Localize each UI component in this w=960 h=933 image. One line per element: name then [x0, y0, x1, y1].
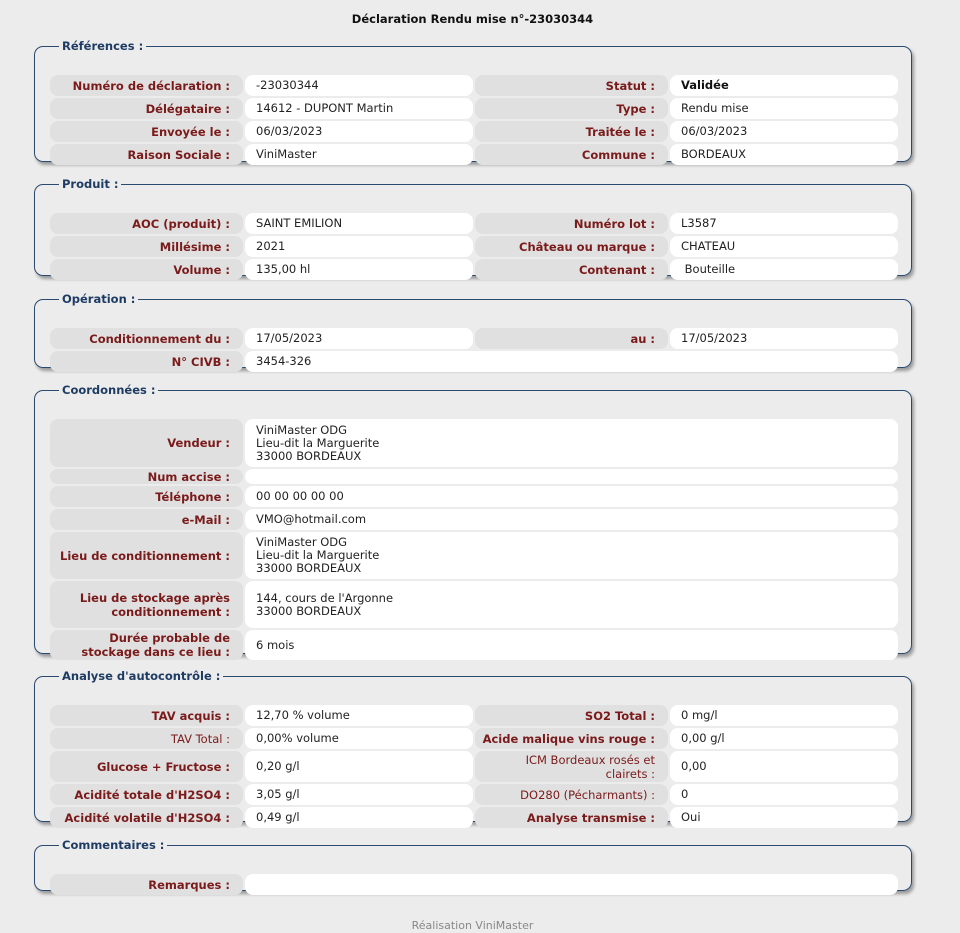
commentaires-legend: Commentaires : — [62, 838, 165, 852]
ref-row-envoyee — [50, 121, 897, 142]
value-millesime: 2021 — [245, 236, 473, 257]
label-numero-lot: Numéro lot : — [475, 213, 668, 234]
value-remarques — [245, 874, 898, 895]
value-delegataire: 14612 - DUPONT Martin — [245, 98, 473, 119]
value-aoc: SAINT EMILION — [245, 213, 473, 234]
coord-row-email — [50, 509, 897, 530]
label-acide-malique: Acide malique vins rouge : — [475, 728, 668, 749]
label-acidite-volatile: Acidité volatile d'H2SO4 : — [50, 807, 243, 828]
value-analyse-transmise: Oui — [670, 807, 898, 828]
operation-section — [34, 292, 912, 368]
label-envoyee: Envoyée le : — [50, 121, 243, 142]
value-type: Rendu mise — [670, 98, 898, 119]
label-lieu-stockage: Lieu de stockage après conditionnement : — [50, 581, 243, 628]
label-type: Type : — [475, 98, 668, 119]
label-millesime: Millésime : — [50, 236, 243, 257]
ref-row-raison — [50, 144, 897, 165]
value-lieu-conditionnement: ViniMaster ODG Lieu-dit la Marguerite 33000 BORDEAUX — [245, 532, 898, 579]
label-email: e-Mail : — [50, 509, 243, 530]
label-conditionnement-du: Conditionnement du : — [50, 328, 243, 349]
value-envoyee: 06/03/2023 — [245, 121, 473, 142]
label-au: au : — [475, 328, 668, 349]
commentaires-row-remarques — [50, 874, 897, 895]
label-telephone: Téléphone : — [50, 486, 243, 507]
label-volume: Volume : — [50, 259, 243, 280]
value-tav-total: 0,00% volume — [245, 728, 473, 749]
label-civb: N° CIVB : — [50, 351, 243, 372]
analyse-row-acidite-totale — [50, 784, 897, 805]
label-tav-total: TAV Total : — [50, 728, 243, 749]
label-glucose-fructose: Glucose + Fructose : — [50, 751, 243, 782]
label-tav-acquis: TAV acquis : — [50, 705, 243, 726]
value-telephone: 00 00 00 00 00 — [245, 486, 898, 507]
analyse-legend: Analyse d'autocontrôle : — [62, 669, 221, 683]
value-chateau: CHATEAU — [670, 236, 898, 257]
label-delegataire: Délégataire : — [50, 98, 243, 119]
label-statut: Statut : — [475, 75, 668, 96]
label-lieu-conditionnement: Lieu de conditionnement : — [50, 532, 243, 579]
page-title: Déclaration Rendu mise n°-23030344 — [351, 12, 594, 26]
coord-row-accise — [50, 469, 897, 484]
coord-row-lieu-conditionnement — [50, 532, 897, 579]
label-chateau: Château ou marque : — [475, 236, 668, 257]
value-vendeur: ViniMaster ODG Lieu-dit la Marguerite 33000 BORDEAUX — [245, 419, 898, 467]
analyse-row-glucose — [50, 751, 897, 782]
value-duree-stockage: 6 mois — [245, 630, 898, 660]
value-acidite-volatile: 0,49 g/l — [245, 807, 473, 828]
value-traitee: 06/03/2023 — [670, 121, 898, 142]
produit-legend: Produit : — [62, 177, 119, 191]
coord-row-vendeur — [50, 419, 897, 467]
coord-row-telephone — [50, 486, 897, 507]
analyse-row-tav-total — [50, 728, 897, 749]
analyse-row-acidite-volatile — [50, 807, 897, 828]
operation-legend: Opération : — [62, 292, 136, 306]
label-vendeur: Vendeur : — [50, 419, 243, 467]
analyse-section — [34, 669, 912, 825]
value-lieu-stockage: 144, cours de l'Argonne 33000 BORDEAUX — [245, 581, 898, 628]
value-tav-acquis: 12,70 % volume — [245, 705, 473, 726]
coordonnees-legend: Coordonnées : — [62, 383, 156, 397]
ref-row-numero — [50, 75, 897, 96]
ref-row-delegataire — [50, 98, 897, 119]
label-traitee: Traitée le : — [475, 121, 668, 142]
label-raison-sociale: Raison Sociale : — [50, 144, 243, 165]
analyse-row-tav-acquis — [50, 705, 897, 726]
value-acidite-totale: 3,05 g/l — [245, 784, 473, 805]
value-acide-malique: 0,00 g/l — [670, 728, 898, 749]
commentaires-section — [34, 838, 912, 891]
label-numero-declaration: Numéro de déclaration : — [50, 75, 243, 96]
coord-row-lieu-stockage — [50, 581, 897, 628]
value-raison-sociale: ViniMaster — [245, 144, 473, 165]
operation-row-conditionnement — [50, 328, 897, 349]
produit-row-millesime — [50, 236, 897, 257]
value-numero-declaration: -23030344 — [245, 75, 473, 96]
value-statut: Validée — [670, 75, 898, 96]
value-so2-total: 0 mg/l — [670, 705, 898, 726]
operation-row-civb — [50, 351, 897, 372]
produit-row-volume — [50, 259, 897, 280]
references-section — [34, 39, 912, 162]
coord-row-duree-stockage — [50, 630, 897, 660]
label-aoc: AOC (produit) : — [50, 213, 243, 234]
value-num-accise — [245, 469, 898, 484]
produit-row-aoc — [50, 213, 897, 234]
label-so2-total: SO2 Total : — [475, 705, 668, 726]
value-civb: 3454-326 — [245, 351, 898, 372]
label-acidite-totale: Acidité totale d'H2SO4 : — [50, 784, 243, 805]
footer-credit: Réalisation ViniMaster — [411, 919, 534, 932]
label-contenant: Contenant : — [475, 259, 668, 280]
label-icm-bordeaux: ICM Bordeaux rosés et clairets : — [475, 751, 668, 782]
value-numero-lot: L3587 — [670, 213, 898, 234]
value-au: 17/05/2023 — [670, 328, 898, 349]
label-num-accise: Num accise : — [50, 469, 243, 484]
label-do280: DO280 (Pécharmants) : — [475, 784, 668, 805]
value-email: VMO@hotmail.com — [245, 509, 898, 530]
value-conditionnement-du: 17/05/2023 — [245, 328, 473, 349]
value-icm-bordeaux: 0,00 — [670, 751, 898, 782]
label-commune: Commune : — [475, 144, 668, 165]
value-commune: BORDEAUX — [670, 144, 898, 165]
value-contenant: Bouteille — [670, 259, 898, 280]
label-analyse-transmise: Analyse transmise : — [475, 807, 668, 828]
value-do280: 0 — [670, 784, 898, 805]
produit-section — [34, 177, 912, 276]
label-duree-stockage: Durée probable de stockage dans ce lieu : — [50, 630, 243, 660]
references-legend: Références : — [62, 39, 144, 53]
value-volume: 135,00 hl — [245, 259, 473, 280]
coordonnees-section — [34, 383, 912, 659]
value-glucose-fructose: 0,20 g/l — [245, 751, 473, 782]
label-remarques: Remarques : — [50, 874, 243, 895]
